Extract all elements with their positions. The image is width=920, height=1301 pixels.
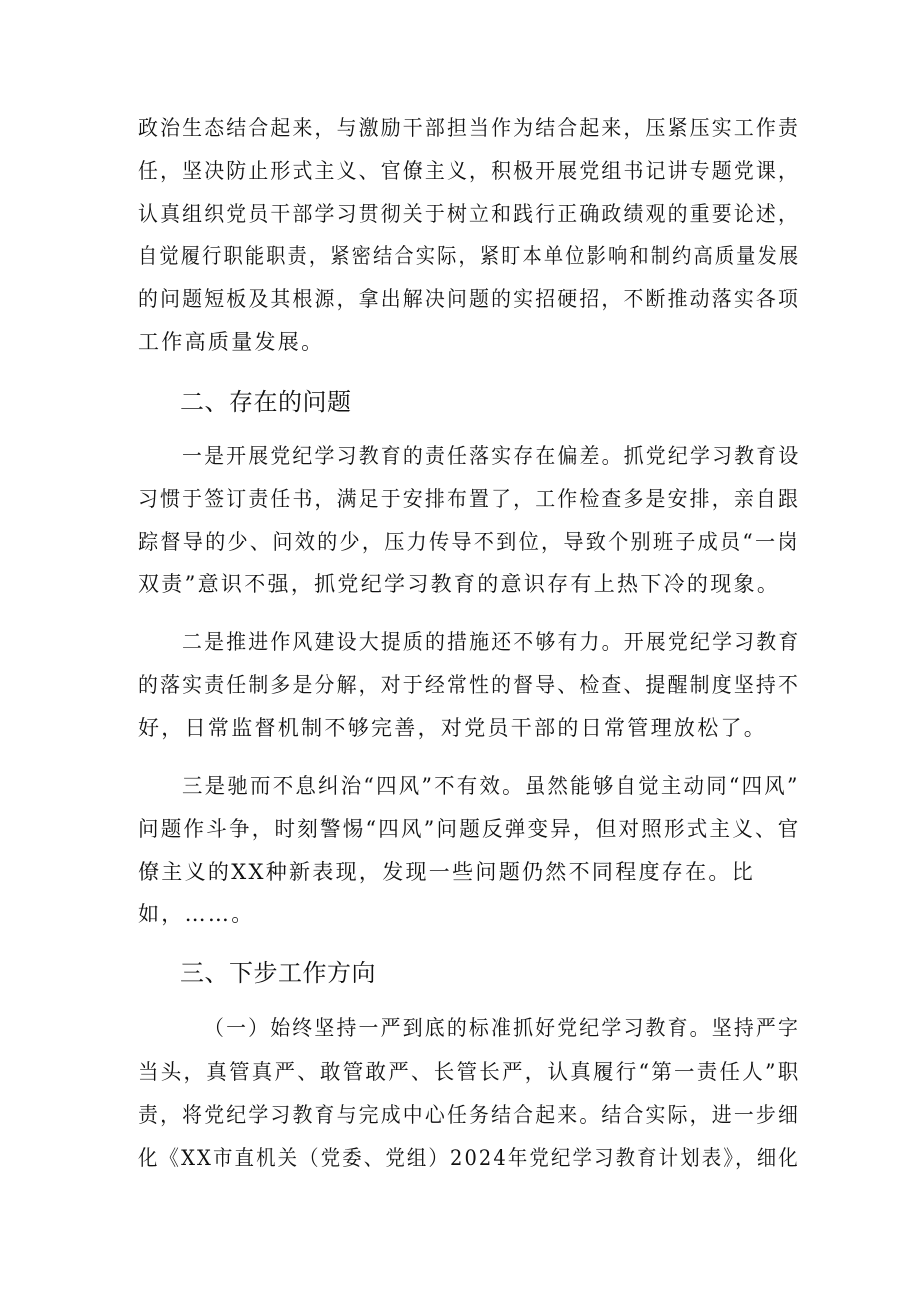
s2p2-line-2: 的落实责任制多是分解，对于经常性的督导、检查、提醒制度坚持不	[138, 673, 801, 697]
section3-heading: 三、下步工作方向	[180, 959, 376, 987]
s2p3-line-3: 僚主义的XX种新表现，发现一些问题仍然不同程度存在。比	[138, 860, 755, 884]
s3p1-line-4: 化《XX市直机关（党委、党组）2024年党纪学习教育计划表》，细化	[138, 1146, 800, 1170]
intro-line-2: 任，坚决防止形式主义、官僚主义，积极开展党组书记讲专题党课，	[138, 159, 801, 183]
intro-line-3: 认真组织党员干部学习贯彻关于树立和践行正确政绩观的重要论述，	[138, 202, 801, 226]
s2p3-line-2: 问题作斗争，时刻警惕“四风”问题反弹变异，但对照形式主义、官	[138, 817, 801, 841]
section2-heading: 二、存在的问题	[180, 388, 352, 416]
s2p3-line-1: 三是驰而不息纠治“四风”不有效。虽然能够自觉主动同“四风”	[182, 774, 800, 798]
s2p2-line-3: 好，日常监督机制不够完善，对党员干部的日常管理放松了。	[138, 716, 768, 740]
s2p1-line-1: 一是开展党纪学习教育的责任落实存在偏差。抓党纪学习教育设	[182, 444, 801, 468]
s3p1-line-2: 当头，真管真严、敢管敢严、长管长严，认真履行“第一责任人”职	[138, 1060, 801, 1084]
s2p3-line-4: 如，……。	[138, 902, 255, 926]
s2p1-line-2: 习惯于签订责任书，满足于安排布置了，工作检查多是安排，亲自跟	[138, 487, 801, 511]
intro-line-5: 的问题短板及其根源，拿出解决问题的实招硬招，不断推动落实各项	[138, 287, 801, 311]
intro-line-4: 自觉履行职能职责，紧密结合实际，紧盯本单位影响和制约高质量发展	[138, 244, 801, 268]
intro-line-1: 政治生态结合起来，与激励干部担当作为结合起来，压紧压实工作责	[138, 116, 801, 140]
s3p1-line-1: （一）始终坚持一严到底的标准抓好党纪学习教育。坚持严字	[204, 1016, 801, 1040]
s2p1-line-3: 踪督导的少、问效的少，压力传导不到位，导致个别班子成员“一岗	[138, 530, 800, 554]
s3p1-line-3: 责，将党纪学习教育与完成中心任务结合起来。结合实际，进一步细	[138, 1103, 801, 1127]
s2p2-line-1: 二是推进作风建设大提质的措施还不够有力。开展党纪学习教育	[182, 630, 801, 654]
s2p1-line-4: 双责”意识不强，抓党纪学习教育的意识存有上热下冷的现象。	[138, 572, 781, 596]
intro-line-6: 工作高质量发展。	[138, 330, 325, 354]
